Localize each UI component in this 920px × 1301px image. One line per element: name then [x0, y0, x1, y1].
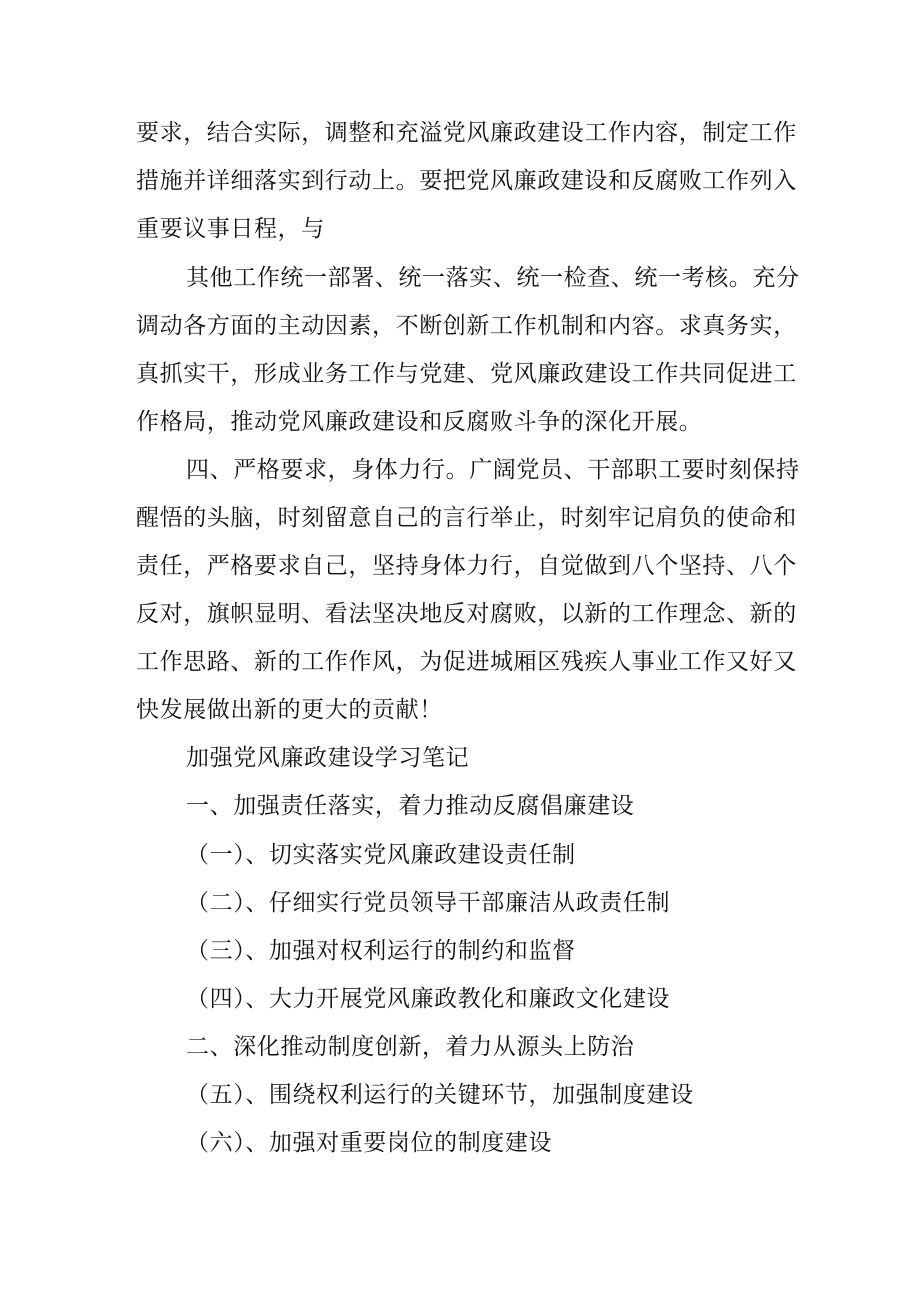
outline-item: （一）、切实落实党风廉政建设责任制 [186, 842, 576, 868]
paragraph-1-line-3: 重要议事日程，与 [136, 216, 325, 242]
paragraph-2-line-1: 其他工作统一部署、统一落实、统一检查、统一考核。充分 [186, 265, 800, 291]
paragraph-3-line-2: 醒悟的头脑，时刻留意自己的言行举止，时刻牢记肩负的使命和 [136, 505, 797, 531]
paragraph-3-line-3: 责任，严格要求自己，坚持身体力行，自觉做到八个坚持、八个 [136, 553, 797, 579]
outline-item: 一、加强责任落实，着力推动反腐倡廉建设 [186, 793, 635, 819]
outline-item: （六）、加强对重要岗位的制度建设 [186, 1130, 553, 1156]
outline-item: （四）、大力开展党风廉政教化和廉政文化建设 [186, 986, 671, 1012]
paragraph-3-line-1: 四、严格要求，身体力行。广阔党员、干部职工要时刻保持 [186, 457, 800, 483]
paragraph-3-line-6: 快发展做出新的更大的贡献！ [136, 697, 443, 723]
paragraph-2-line-3: 真抓实干，形成业务工作与党建、党风廉政建设工作共同促进工 [136, 361, 797, 387]
notes-title: 加强党风廉政建设学习笔记 [186, 745, 470, 771]
outline-item: 二、深化推动制度创新，着力从源头上防治 [186, 1034, 635, 1060]
outline-item: （五）、围绕权利运行的关键环节，加强制度建设 [186, 1082, 694, 1108]
paragraph-2-line-4: 作格局，推动党风廉政建设和反腐败斗争的深化开展。 [136, 409, 703, 435]
outline-item: （二）、仔细实行党员领导干部廉洁从政责任制 [186, 890, 671, 916]
outline-item: （三）、加强对权利运行的制约和监督 [186, 938, 576, 964]
paragraph-1-line-1: 要求，结合实际，调整和充溢党风廉政建设工作内容，制定工作 [136, 120, 797, 146]
paragraph-3-line-4: 反对，旗帜显明、看法坚决地反对腐败，以新的工作理念、新的 [136, 601, 797, 627]
paragraph-2-line-2: 调动各方面的主动因素，不断创新工作机制和内容。求真务实， [136, 313, 797, 339]
paragraph-1-line-2: 措施并详细落实到行动上。要把党风廉政建设和反腐败工作列入 [136, 168, 797, 194]
paragraph-3-line-5: 工作思路、新的工作作风，为促进城厢区残疾人事业工作又好又 [136, 649, 797, 675]
